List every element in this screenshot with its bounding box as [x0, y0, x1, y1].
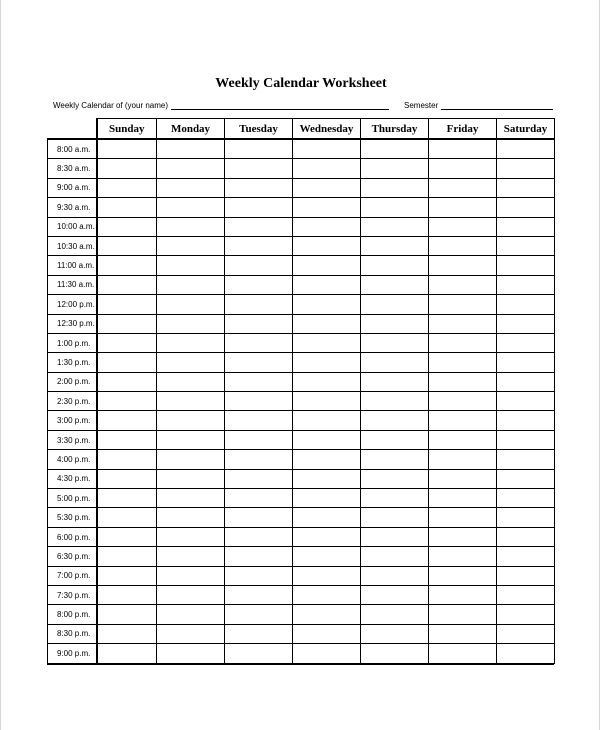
slot-cell-wednesday[interactable]	[293, 236, 361, 255]
time-label: 9:00 p.m.	[48, 644, 97, 663]
slot-cell-sunday[interactable]	[97, 450, 157, 469]
slot-cell-saturday[interactable]	[497, 275, 555, 294]
slot-cell-thursday[interactable]	[361, 236, 429, 255]
name-blank[interactable]	[171, 109, 389, 110]
slot-cell-tuesday[interactable]	[225, 566, 293, 585]
slot-cell-sunday[interactable]	[97, 644, 157, 663]
slot-cell-saturday[interactable]	[497, 159, 555, 178]
slot-cell-tuesday[interactable]	[225, 489, 293, 508]
slot-cell-wednesday[interactable]	[293, 295, 361, 314]
slot-cell-tuesday[interactable]	[225, 644, 293, 663]
slot-cell-friday[interactable]	[429, 508, 497, 527]
time-row	[48, 450, 555, 469]
slot-cell-saturday[interactable]	[497, 295, 555, 314]
slot-cell-tuesday[interactable]	[225, 411, 293, 430]
slot-cell-tuesday[interactable]	[225, 178, 293, 197]
slot-cell-saturday[interactable]	[497, 217, 555, 236]
slot-cell-wednesday[interactable]	[293, 178, 361, 197]
slot-cell-sunday[interactable]	[97, 353, 157, 372]
day-header-row	[48, 119, 555, 140]
slot-cell-friday[interactable]	[429, 547, 497, 566]
slot-cell-thursday[interactable]	[361, 624, 429, 643]
slot-cell-monday[interactable]	[157, 372, 225, 391]
slot-cell-saturday[interactable]	[497, 469, 555, 488]
slot-cell-sunday[interactable]	[97, 469, 157, 488]
time-label: 6:00 p.m.	[48, 527, 97, 546]
time-row	[48, 624, 555, 643]
slot-cell-thursday[interactable]	[361, 139, 429, 159]
day-header-friday: Friday	[429, 119, 497, 140]
slot-cell-saturday[interactable]	[497, 392, 555, 411]
slot-cell-friday[interactable]	[429, 295, 497, 314]
slot-cell-tuesday[interactable]	[225, 295, 293, 314]
slot-cell-saturday[interactable]	[497, 139, 555, 159]
slot-cell-friday[interactable]	[429, 527, 497, 546]
slot-cell-sunday[interactable]	[97, 392, 157, 411]
slot-cell-thursday[interactable]	[361, 392, 429, 411]
slot-cell-friday[interactable]	[429, 198, 497, 217]
slot-cell-saturday[interactable]	[497, 411, 555, 430]
slot-cell-wednesday[interactable]	[293, 256, 361, 275]
slot-cell-wednesday[interactable]	[293, 198, 361, 217]
slot-cell-sunday[interactable]	[97, 275, 157, 294]
slot-cell-friday[interactable]	[429, 605, 497, 624]
slot-cell-monday[interactable]	[157, 527, 225, 546]
slot-cell-tuesday[interactable]	[225, 236, 293, 255]
slot-cell-wednesday[interactable]	[293, 372, 361, 391]
time-row	[48, 508, 555, 527]
slot-cell-sunday[interactable]	[97, 372, 157, 391]
slot-cell-sunday[interactable]	[97, 585, 157, 604]
time-row	[48, 139, 555, 159]
slot-cell-tuesday[interactable]	[225, 198, 293, 217]
slot-cell-wednesday[interactable]	[293, 314, 361, 333]
slot-cell-saturday[interactable]	[497, 605, 555, 624]
time-row	[48, 353, 555, 372]
time-row	[48, 275, 555, 294]
slot-cell-tuesday[interactable]	[225, 547, 293, 566]
time-row	[48, 217, 555, 236]
slot-cell-wednesday[interactable]	[293, 489, 361, 508]
slot-cell-wednesday[interactable]	[293, 159, 361, 178]
time-row	[48, 585, 555, 604]
slot-cell-monday[interactable]	[157, 178, 225, 197]
time-label: 3:30 p.m.	[48, 430, 97, 449]
time-label: 10:00 a.m.	[48, 217, 97, 236]
calendar-grid	[47, 118, 555, 664]
slot-cell-thursday[interactable]	[361, 217, 429, 236]
time-row	[48, 372, 555, 391]
time-label: 1:00 p.m.	[48, 333, 97, 352]
slot-cell-thursday[interactable]	[361, 256, 429, 275]
slot-cell-tuesday[interactable]	[225, 450, 293, 469]
time-label: 4:30 p.m.	[48, 469, 97, 488]
slot-cell-tuesday[interactable]	[225, 527, 293, 546]
time-label: 8:00 p.m.	[48, 605, 97, 624]
slot-cell-saturday[interactable]	[497, 256, 555, 275]
slot-cell-friday[interactable]	[429, 139, 497, 159]
slot-cell-tuesday[interactable]	[225, 469, 293, 488]
time-label: 7:30 p.m.	[48, 585, 97, 604]
slot-cell-monday[interactable]	[157, 585, 225, 604]
time-row	[48, 236, 555, 255]
slot-cell-monday[interactable]	[157, 508, 225, 527]
slot-cell-saturday[interactable]	[497, 508, 555, 527]
slot-cell-monday[interactable]	[157, 314, 225, 333]
slot-cell-wednesday[interactable]	[293, 139, 361, 159]
slot-cell-tuesday[interactable]	[225, 314, 293, 333]
slot-cell-friday[interactable]	[429, 275, 497, 294]
time-row	[48, 566, 555, 585]
slot-cell-friday[interactable]	[429, 372, 497, 391]
slot-cell-thursday[interactable]	[361, 489, 429, 508]
time-row	[48, 411, 555, 430]
time-label: 12:00 p.m.	[48, 295, 97, 314]
slot-cell-monday[interactable]	[157, 489, 225, 508]
slot-cell-saturday[interactable]	[497, 314, 555, 333]
slot-cell-friday[interactable]	[429, 392, 497, 411]
time-row	[48, 392, 555, 411]
slot-cell-friday[interactable]	[429, 178, 497, 197]
slot-cell-monday[interactable]	[157, 566, 225, 585]
slot-cell-tuesday[interactable]	[225, 585, 293, 604]
day-header-wednesday: Wednesday	[293, 119, 361, 140]
slot-cell-thursday[interactable]	[361, 411, 429, 430]
time-label: 8:30 p.m.	[48, 624, 97, 643]
slot-cell-monday[interactable]	[157, 411, 225, 430]
slot-cell-monday[interactable]	[157, 236, 225, 255]
slot-cell-tuesday[interactable]	[225, 159, 293, 178]
slot-cell-monday[interactable]	[157, 392, 225, 411]
slot-cell-friday[interactable]	[429, 217, 497, 236]
slot-cell-monday[interactable]	[157, 159, 225, 178]
slot-cell-friday[interactable]	[429, 450, 497, 469]
slot-cell-saturday[interactable]	[497, 236, 555, 255]
slot-cell-monday[interactable]	[157, 275, 225, 294]
slot-cell-monday[interactable]	[157, 450, 225, 469]
slot-cell-tuesday[interactable]	[225, 275, 293, 294]
time-row	[48, 605, 555, 624]
slot-cell-friday[interactable]	[429, 411, 497, 430]
slot-cell-sunday[interactable]	[97, 236, 157, 255]
day-header-tuesday: Tuesday	[225, 119, 293, 140]
slot-cell-tuesday[interactable]	[225, 392, 293, 411]
slot-cell-monday[interactable]	[157, 295, 225, 314]
slot-cell-saturday[interactable]	[497, 198, 555, 217]
slot-cell-friday[interactable]	[429, 430, 497, 449]
slot-cell-monday[interactable]	[157, 333, 225, 352]
slot-cell-monday[interactable]	[157, 624, 225, 643]
time-label: 10:30 a.m.	[48, 236, 97, 255]
day-header-monday: Monday	[157, 119, 225, 140]
slot-cell-thursday[interactable]	[361, 372, 429, 391]
slot-cell-wednesday[interactable]	[293, 430, 361, 449]
time-row	[48, 314, 555, 333]
time-label: 2:30 p.m.	[48, 392, 97, 411]
slot-cell-wednesday[interactable]	[293, 527, 361, 546]
slot-cell-tuesday[interactable]	[225, 508, 293, 527]
slot-cell-friday[interactable]	[429, 256, 497, 275]
slot-cell-friday[interactable]	[429, 236, 497, 255]
slot-cell-sunday[interactable]	[97, 489, 157, 508]
day-header-thursday: Thursday	[361, 119, 429, 140]
time-row	[48, 178, 555, 197]
slot-cell-sunday[interactable]	[97, 624, 157, 643]
slot-cell-thursday[interactable]	[361, 508, 429, 527]
time-row	[48, 644, 555, 663]
slot-cell-sunday[interactable]	[97, 295, 157, 314]
day-header-saturday: Saturday	[497, 119, 555, 140]
slot-cell-thursday[interactable]	[361, 450, 429, 469]
slot-cell-tuesday[interactable]	[225, 217, 293, 236]
slot-cell-sunday[interactable]	[97, 566, 157, 585]
slot-cell-saturday[interactable]	[497, 644, 555, 663]
day-header-sunday: Sunday	[97, 119, 157, 140]
slot-cell-monday[interactable]	[157, 353, 225, 372]
time-label: 9:30 a.m.	[48, 198, 97, 217]
slot-cell-thursday[interactable]	[361, 644, 429, 663]
slot-cell-monday[interactable]	[157, 644, 225, 663]
slot-cell-wednesday[interactable]	[293, 392, 361, 411]
time-label: 3:00 p.m.	[48, 411, 97, 430]
slot-cell-sunday[interactable]	[97, 217, 157, 236]
corner-cell	[48, 119, 97, 140]
slot-cell-wednesday[interactable]	[293, 585, 361, 604]
slot-cell-wednesday[interactable]	[293, 469, 361, 488]
time-row	[48, 256, 555, 275]
slot-cell-tuesday[interactable]	[225, 353, 293, 372]
slot-cell-saturday[interactable]	[497, 527, 555, 546]
slot-cell-thursday[interactable]	[361, 585, 429, 604]
time-label: 5:30 p.m.	[48, 508, 97, 527]
slot-cell-wednesday[interactable]	[293, 566, 361, 585]
slot-cell-thursday[interactable]	[361, 353, 429, 372]
slot-cell-friday[interactable]	[429, 489, 497, 508]
semester-blank[interactable]	[441, 109, 553, 110]
slot-cell-tuesday[interactable]	[225, 256, 293, 275]
slot-cell-tuesday[interactable]	[225, 139, 293, 159]
time-label: 11:30 a.m.	[48, 275, 97, 294]
slot-cell-wednesday[interactable]	[293, 353, 361, 372]
slot-cell-saturday[interactable]	[497, 489, 555, 508]
slot-cell-wednesday[interactable]	[293, 624, 361, 643]
slot-cell-sunday[interactable]	[97, 411, 157, 430]
slot-cell-friday[interactable]	[429, 644, 497, 663]
slot-cell-saturday[interactable]	[497, 547, 555, 566]
time-label: 8:00 a.m.	[48, 139, 97, 159]
slot-cell-friday[interactable]	[429, 585, 497, 604]
slot-cell-wednesday[interactable]	[293, 411, 361, 430]
slot-cell-thursday[interactable]	[361, 314, 429, 333]
slot-cell-thursday[interactable]	[361, 605, 429, 624]
time-row	[48, 430, 555, 449]
slot-cell-thursday[interactable]	[361, 159, 429, 178]
slot-cell-sunday[interactable]	[97, 430, 157, 449]
slot-cell-friday[interactable]	[429, 333, 497, 352]
slot-cell-wednesday[interactable]	[293, 644, 361, 663]
header-fields	[53, 101, 553, 115]
slot-cell-monday[interactable]	[157, 469, 225, 488]
semester-label: Semester	[404, 101, 439, 110]
slot-cell-sunday[interactable]	[97, 527, 157, 546]
slot-cell-thursday[interactable]	[361, 469, 429, 488]
slot-cell-wednesday[interactable]	[293, 547, 361, 566]
time-row	[48, 469, 555, 488]
slot-cell-friday[interactable]	[429, 353, 497, 372]
slot-cell-friday[interactable]	[429, 469, 497, 488]
slot-cell-sunday[interactable]	[97, 178, 157, 197]
slot-cell-saturday[interactable]	[497, 430, 555, 449]
slot-cell-thursday[interactable]	[361, 295, 429, 314]
slot-cell-saturday[interactable]	[497, 450, 555, 469]
slot-cell-saturday[interactable]	[497, 333, 555, 352]
time-label: 1:30 p.m.	[48, 353, 97, 372]
bottom-rule	[47, 664, 554, 665]
slot-cell-thursday[interactable]	[361, 178, 429, 197]
slot-cell-thursday[interactable]	[361, 333, 429, 352]
time-row	[48, 295, 555, 314]
slot-cell-sunday[interactable]	[97, 256, 157, 275]
slot-cell-sunday[interactable]	[97, 198, 157, 217]
slot-cell-wednesday[interactable]	[293, 333, 361, 352]
slot-cell-tuesday[interactable]	[225, 333, 293, 352]
time-label: 5:00 p.m.	[48, 489, 97, 508]
slot-cell-wednesday[interactable]	[293, 450, 361, 469]
time-row	[48, 198, 555, 217]
time-row	[48, 333, 555, 352]
slot-cell-thursday[interactable]	[361, 275, 429, 294]
slot-cell-wednesday[interactable]	[293, 605, 361, 624]
time-label: 8:30 a.m.	[48, 159, 97, 178]
time-label: 9:00 a.m.	[48, 178, 97, 197]
time-row	[48, 547, 555, 566]
slot-cell-wednesday[interactable]	[293, 217, 361, 236]
slot-cell-monday[interactable]	[157, 139, 225, 159]
slot-cell-monday[interactable]	[157, 605, 225, 624]
name-label: Weekly Calendar of (your name)	[53, 101, 169, 110]
slot-cell-thursday[interactable]	[361, 566, 429, 585]
slot-cell-tuesday[interactable]	[225, 624, 293, 643]
slot-cell-friday[interactable]	[429, 566, 497, 585]
slot-cell-monday[interactable]	[157, 198, 225, 217]
slot-cell-tuesday[interactable]	[225, 605, 293, 624]
slot-cell-saturday[interactable]	[497, 353, 555, 372]
time-label: 2:00 p.m.	[48, 372, 97, 391]
slot-cell-monday[interactable]	[157, 256, 225, 275]
slot-cell-saturday[interactable]	[497, 624, 555, 643]
time-label: 7:00 p.m.	[48, 566, 97, 585]
page-title: Weekly Calendar Worksheet	[215, 76, 387, 91]
slot-cell-thursday[interactable]	[361, 430, 429, 449]
slot-cell-sunday[interactable]	[97, 547, 157, 566]
slot-cell-monday[interactable]	[157, 217, 225, 236]
slot-cell-thursday[interactable]	[361, 198, 429, 217]
slot-cell-friday[interactable]	[429, 314, 497, 333]
slot-cell-wednesday[interactable]	[293, 508, 361, 527]
slot-cell-tuesday[interactable]	[225, 372, 293, 391]
slot-cell-sunday[interactable]	[97, 508, 157, 527]
time-row	[48, 527, 555, 546]
slot-cell-tuesday[interactable]	[225, 430, 293, 449]
slot-cell-sunday[interactable]	[97, 314, 157, 333]
time-label: 6:30 p.m.	[48, 547, 97, 566]
slot-cell-saturday[interactable]	[497, 372, 555, 391]
time-label: 4:00 p.m.	[48, 450, 97, 469]
time-label: 11:00 a.m.	[48, 256, 97, 275]
time-label: 12:30 p.m.	[48, 314, 97, 333]
slot-cell-wednesday[interactable]	[293, 275, 361, 294]
slot-cell-monday[interactable]	[157, 430, 225, 449]
slot-cell-saturday[interactable]	[497, 585, 555, 604]
slot-cell-sunday[interactable]	[97, 139, 157, 159]
slot-cell-sunday[interactable]	[97, 605, 157, 624]
slot-cell-saturday[interactable]	[497, 178, 555, 197]
slot-cell-saturday[interactable]	[497, 566, 555, 585]
slot-cell-friday[interactable]	[429, 159, 497, 178]
slot-cell-thursday[interactable]	[361, 527, 429, 546]
slot-cell-monday[interactable]	[157, 547, 225, 566]
slot-cell-friday[interactable]	[429, 624, 497, 643]
slot-cell-thursday[interactable]	[361, 547, 429, 566]
time-row	[48, 489, 555, 508]
time-row	[48, 159, 555, 178]
slot-cell-sunday[interactable]	[97, 159, 157, 178]
slot-cell-sunday[interactable]	[97, 333, 157, 352]
